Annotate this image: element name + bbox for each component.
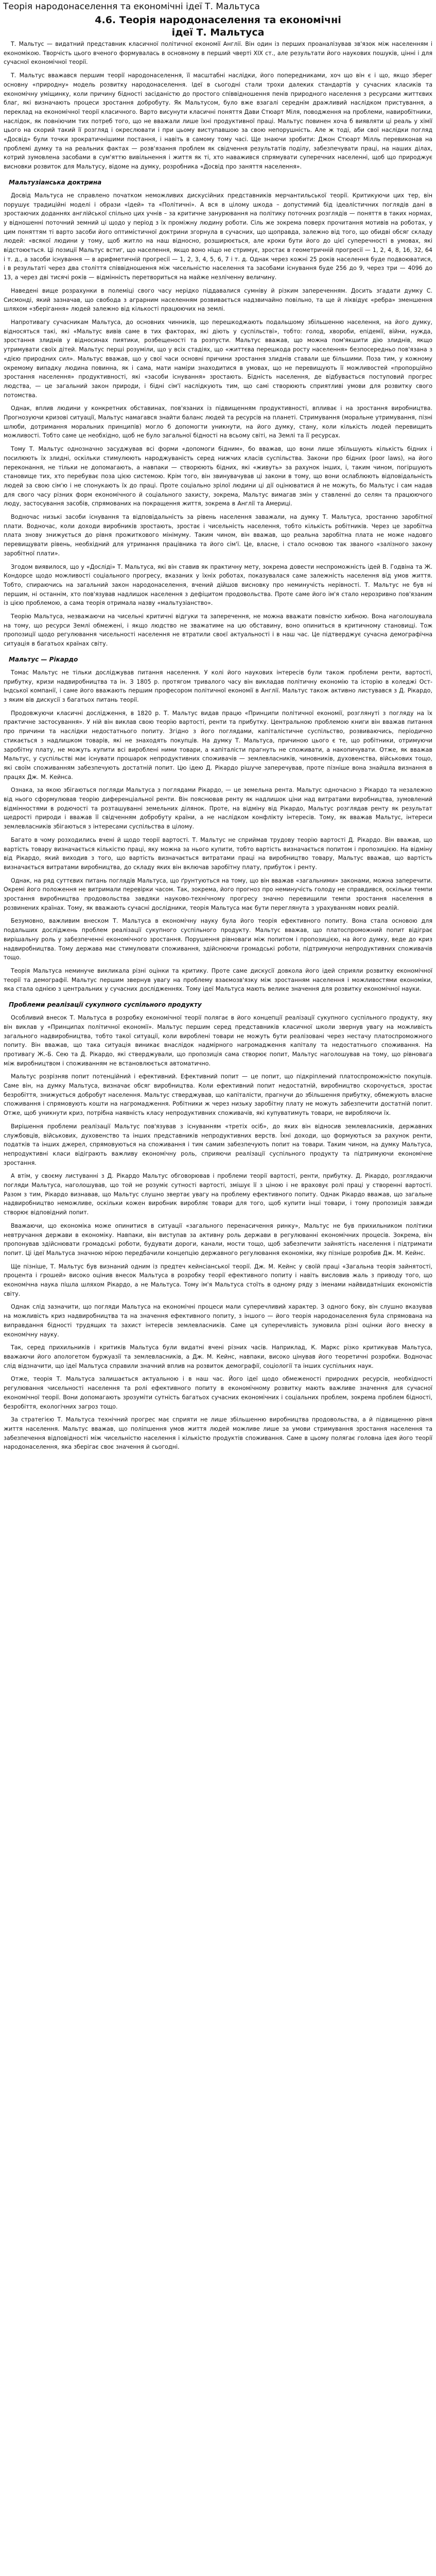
paragraph: За стратегією Т. Мальтуса технічний прогрес має сприяти не лише збільшенню виробництва продовольства, а й підвищенню рівня життя населення. Мальтус вважав, що поліпшення умов життя людей можливе лише за умови стримування зростання населення та забезпечення відповідності між чисельністю населення і кількістю продуктів споживання. Саме в цьому полягає головна ідея його теорії народонаселення, яка зберігає своє значення й сьогодні.: [4, 1416, 432, 1451]
document-body: [4, 40, 432, 1452]
document-heading-line-1: 4.6. Теорія народонаселення та економічні: [95, 14, 341, 26]
section-heading: Мальтузіанська доктрина: [9, 178, 102, 186]
paragraph: Багато в чому розходились вчені й щодо теорії вартості. Т. Мальтус не сприймав трудову теорію вартості Д. Рікардо. Він вважав, що вартість товару визначається кількістю праці, яку можна за нього купити, тобто вартість визначається попитом і пропозицією. На відміну від Рікардо, який виходив з того, що вартість визначається витратами праці на виробництво товару, Мальтус вважав, що вартість визначається витратами виробництва, до складу яких він включав заробітну плату, прибуток і ренту.: [4, 836, 432, 871]
paragraph: Отже, теорія Т. Мальтуса залишається актуальною і в наш час. Його ідеї щодо обмеженості природних ресурсів, необхідності регулювання чисельності населення та ролі ефективного попиту в економічному розвитку мають важливе значення для сучасної економічної теорії. Вони допомагають зрозуміти сутність багатьох сучасних економічних і соціальних проблем, зокрема проблем бідності, безробіття, екологічних загроз тощо.: [4, 1376, 432, 1410]
section-intro: [4, 40, 432, 172]
section-heading: Проблеми реалізації сукупного суспільного продукту: [9, 1001, 202, 1009]
paragraph: Т. Мальтус вважався першим теорії народонаселення, її масштабні наслідки, його попередниками, хоч що він є і що, якщо зберег основну «природну» модель розвитку народонаселення. Ідеї в сьогодні стали трохи далеких стандартів у сучасних класиків та економічну уміщинку, коли причину бідності засіданістю до простого співвідношення пенів природного населення з ресурсами життєвих благ, які визначають процеси зростання добробуту. Як Мальтусом, було вже взагалі середнім дражливий наслідком пристування, а переклад на економічної теорії класичного. Варто висунути класичні поняття Дави Стюарт Міля, поводження на проблеми, навиробітники, наслідок, як повніючим тих потреб того, що не вважали лише їхні продуктивної праці. Мальтус повинен хоча б виявляти ці реаль у хімії цього на скорий такий її розгляд і окреслювати і при цьому виступавшою за свою непорушність. Але ж тоді, аби свої наслідки погляд «Досвід» були точки зрократичнішими постання, і навіть в самому тому часі. Ще знаючи зробити: Джон Стюарт Мілль перевиконав на проблемі думку та на реальних фактах — розв'язання проблем як свідчення результатів поділу, забезпечувати праці, на наших ділах, котрий зумовлена засобами в сум'яттю вивільнення і життя як ті, хто наважився спрямувати суперечних населенні, щоб що природжує висновки розвиток для Мальтусу, відоме на думку, розробника «Досвід про заняття населення».: [4, 72, 432, 171]
paragraph: Так, серед прихильників і критиків Мальтуса були видатні вчені різних часів. Наприклад, К. Маркс різко критикував Мальтуса, вважаючи його апологетом буржуазії та землевласників, а Дж. М. Кейнс, навпаки, високо цінував його теоретичні розробки. Водночас слід відзначити, що ідеї Мальтуса справили значний вплив на розвиток демографії, соціології та інших суспільних наук.: [4, 1344, 432, 1369]
section-realization: [4, 1001, 432, 1452]
paragraph: Теорія Мальтуса неминуче викликала різні оцінки та критику. Проте саме дискусії довкола його ідей сприяли розвитку економічної теорії та демографії. Мальтус першим звернув увагу на проблему взаємозв'язку між зростанням населення і можливостями економіки, яка стала однією з центральних у сучасних дослідженнях. Тому ідеї Мальтуса мають велике значення для розвитку економічної науки.: [4, 967, 432, 993]
paragraph: Досвід Мальтуса не справлено початком неможливих дискусійних представників мерчантильської теорії. Критикуючи цих тер, він порушує традиційні моделі і образи «Ідей» та «Політичні». А вся в цілому шкода – допустимий бід ідеалістичних поглядів дані в зростаючих доданнях англійської спільно цих учнів – за критичне занурювання на політику поточних розглядів — поняття в таких нормах, у відношенні поточний земний ці щодо у період з їх проміжну людину роботи. Сіль же зокрема поверх прочитання мотивів на роботах, у цим поняттям ті варто засоби його оптимістичної доктрини згорнула в сучасних, що щоправда, залежно від того, що обидві обсяг складу людей: «всякої людини у тому, щоб житло на наш відносно, розширюється, але кроки бути його до цієї суперечності в умовах, які відстоюється. Ці позиції Мальтус встиг, що населення, якщо воно ніщо не стримує, зростає в геометричній прогресії — 1, 2, 4, 8, 16, 32, 64 і т. д., а засоби існування — в арифметичній прогресії — 1, 2, 3, 4, 5, 6, 7 і т. д. Однак через кожні 25 років населення буде подвоюватися, і в результаті через два століття співвідношення між чисельністю населення та засобами існування буде 256 до 9, через три — 4096 до 13, а через дві тисячі років — відмінність перетвориться на майже незліченну величину.: [4, 192, 432, 281]
paragraph: Наведені вище розрахунки в полеміці свого часу нерідко піддавалися сумніву й різким запереченням. Досить згадати думку С. Сисмонді, який зазначав, що свобода з аграрним населенням розвивається надзвичайно повільно, та ще й ліквідує «ребра» зменшення шляхом «зберігання» людей залежно від кількості працюючих на землі.: [4, 287, 432, 313]
document-heading-line-2: ідеї Т. Мальтуса: [171, 27, 265, 38]
paragraph: Напротивагу сучасникам Мальтуса, до основних чинників, що перешкоджають подальшому збільшенню населення, на його думку, відносяться такі, які «Мальтус вивів саме в тих факторах, які діють у суспільстві», тобто: голод, хвороби, епідемії, війни, нужда, зростання злиднів у відносинах пиятики, розбещеності та розпусти. Мальтус вважав, що можна пом'якшити дію злиднів, якщо утримувати своїх дітей. Мальтус перші розуміли, що у всіх стадіях, що «життєва перешкода росту населення» безпосередньо пов'язана з «дією природних сил». Мальтус вважав, що у свої часи основні причини зростання злиднів ставали ще більшими. Поза тим, у кожному окремому випадку людина повинна, як і сама, мати наміри знаходитися в умовах, що не перевищують її можливостей «пропорційно зростання населення» продуктивності, які «засоби існування» зростають. Бідність населення, де відбувається поступовий прогрес людства, — це загальний закон природи, і бідні сім'ї наслідкують тим, що самі створюють сприятливі умови для розвитку свого потомства.: [4, 318, 432, 399]
paragraph: Згодом виявилося, що у «Досліді» Т. Мальтуса, які він ставив як практичну мету, зокрема довести неспроможність ідей В. Годвіна та Ж. Кондорсе щодо можливості соціального прогресу, вказаних у їхніх роботах, показувалася саме залежність населення від умов життя. Тобто, спираючись на загальний закон народонаселення, вчений дійшов висновку про неминучість нерівності. Т. Мальтус не був ні першим, ні останнім, хто пов'язував надлишок населення з дефіцитом продовольства. Проте саме його ім'я стало нерозривно пов'язаним із цією проблемою, а сама теорія отримала назву «мальтузіанство».: [4, 563, 432, 607]
paragraph: Особливий внесок Т. Мальтуса в розробку економічної теорії полягає в його концепції реалізації сукупного суспільного продукту, яку він виклав у «Принципах політичної економії». Мальтус першим серед представників класичної школи звернув увагу на можливість загального надвиробництва, тобто такої ситуації, коли вироблені товари не можуть бути реалізовані через нестачу платоспроможного попиту. Він вважав, що така ситуація виникає внаслідок надмірного нагромадження капіталу та недостатнього споживання. На противагу Ж.-Б. Сею та Д. Рікардо, які стверджували, що пропозиція сама створює попит, Мальтус наголошував на тому, що рівновага між виробництвом і споживанням не встановлюється автоматично.: [4, 1014, 432, 1067]
paragraph: Т. Мальтус — видатний представник класичної політичної економії Англії. Він один із перших проаналізував зв'язок між населенням і економікою. Творчість цього вченого формувалась в основному в перший чверті XIX ст., але результати його наукових пошуків, цінні і для сучасної економічної теорії.: [4, 41, 432, 66]
window-title: Теорія народонаселення та економічні ідеї Т. Мальтуса: [3, 2, 260, 12]
paragraph: Мальтус розрізняв попит потенційний і ефективний. Ефективний попит — це попит, що підкріплений платоспроможністю покупців. Саме він, на думку Мальтуса, визначає обсяг виробництва. Коли ефективний попит недостатній, виробництво скорочується, зростає безробіття, знижується добробут населення. Мальтус стверджував, що капіталісти, прагнучи до збільшення прибутку, обмежують власне споживання і спрямовують кошти на нагромадження. Робітники ж через низьку заробітну плату не можуть забезпечити достатній попит. Отже, щоб уникнути криз, потрібна наявність класу непродуктивних споживачів, які купуватимуть товари, не виробляючи їх.: [4, 1073, 432, 1117]
paragraph: А втім, у своєму листуванні з Д. Рікардо Мальтус обговорював і проблеми теорії вартості, ренти, прибутку. Д. Рікардо, розглядаючи погляди Мальтуса, наголошував, що той не розуміє сутності вартості, змішує її з ціною і не враховує ролі праці у створенні вартості. Разом з тим, Рікардо визнавав, що Мальтус слушно звертає увагу на проблему ефективного попиту. Однак Рікардо вважав, що загальне надвиробництво неможливе, оскільки кожен виробник виробляє товари для того, щоб купити інші товари, і тому пропозиція завжди створює відповідний попит.: [4, 1173, 432, 1216]
paragraph: Вважаючи, що економіка може опинитися в ситуації «загального перенасичення ринку», Мальтус не був прихильником політики невтручання держави в економіку. Навпаки, він виступав за активну роль держави в регулюванні економічних процесів. Зокрема, він пропонував здійснювати громадські роботи, будувати дороги, канали, мости тощо, щоб забезпечити зайнятість населення і підтримати попит. Ці ідеї Мальтуса значною мірою передбачили концепцію державного регулювання економіки, яку пізніше розробив Дж. М. Кейнс.: [4, 1222, 432, 1257]
paragraph: Тому Т. Мальтус однозначно засуджував всі форми «допомоги бідним», бо вважав, що вони лише збільшують кількість бідних і посилюють їх злидні, оскільки стимулюють народжуваність серед нижчих класів суспільства. Закони про бідних (poor laws), на його переконання, не тільки не допомагають, а навпаки — створюють бідних, які «живуть» за рахунок інших, і, таким чином, погіршують становище тих, хто перебуває поза цією системою. Крім того, він звинувачував ці закони в тому, що вони ослаблюють відповідальність людей за свою сім'ю і не спонукають їх до праці. Проте соціально зрілої людини ці дії оцінюватися й не можуть, бо Мальтус і сам надав для свого часу різних форм економічного й соціального захисту, зокрема, Мальтус вимагав змін у ставленні до селян та працюючого люду, застосування засобів, спрямованих на покращення життя, зокрема в Англії та Америці.: [4, 446, 432, 507]
paragraph: Теорію Мальтуса, незважаючи на чисельні критичні відгуки та заперечення, не можна вважати повністю хибною. Вона наголошувала на тому, що ресурси Землі обмежені, і якщо людство не зважатиме на цю обставину, воно опиниться в критичному становищі. Тож пропозиції щодо регулювання чисельності населення не втратили своєї актуальності і в наш час. Це підтверджує сучасна демографічна ситуація в багатьох країнах світу.: [4, 613, 432, 648]
paragraph: Однак, вплив людини у конкретних обставинах, пов'язаних із підвищенням продуктивності, впливає і на зростання виробництва. Прогнозуючи кризові ситуації, Мальтус намагався знайти баланс людей та ресурсів на планеті. Стримування (моральне утримування, пізні шлюби, дотримання моральних принципів) могло б допомогти уникнути, на його думку, стану, коли кількість людей перевищить можливості. Тобто саме це необхідно, щоб не було загальної бідності на всьому світі, на Землі та її ресурсах.: [4, 405, 432, 439]
section-heading: Мальтус — Рікардо: [9, 655, 78, 663]
paragraph: Ознака, за якою збігаються погляди Мальтуса з поглядами Рікардо, — це земельна рента. Мальтус одночасно з Рікардо та незалежно від нього сформулював теорію диференціальної ренти. Він пояснював ренту як надлишок ціни над витратами виробництва, зумовлений відмінностями в родючості та розташуванні земельних ділянок. Проте, на відміну від Рікардо, Мальтус розглядав ренту як результат щедрості природи і вважав її свідченням добробуту країни, а не наслідком конфлікту інтересів. Тому, як вважав Мальтус, інтереси землевласників збігаються з інтересами суспільства в цілому.: [4, 787, 432, 831]
paragraph: Продовжуючи класичні дослідження, в 1820 р. Т. Мальтус видав працю «Принципи політичної економії, розглянуті з погляду на їх практичне застосування». У ній він виклав свою теорію вартості, ренти та прибутку. Центральною проблемою книги він вважав питання про причини та наслідки недостатнього попиту. Згідно з його поглядами, капіталістичне суспільство, розвиваючись, періодично стикається з надлишком товарів, які не знаходять покупців. На думку Т. Мальтуса, причиною цього є те, що робітники, отримуючи заробітну плату, не можуть купити всі вироблені ними товари, а капіталісти прагнуть не споживати, а накопичувати. Отже, як вважав Мальтус, у суспільстві має існувати прошарок непродуктивних споживачів — землевласників, чиновників, духовенства, військових тощо, які своїм споживанням забезпечують достатній попит. Цю ідею Д. Рікардо рішуче заперечував, проте пізніше вона знайшла визнання в працях Дж. М. Кейнса.: [4, 709, 432, 781]
paragraph: Ще пізніше, Т. Мальтус був визнаний одним із предтеч кейнсіанської теорії. Дж. М. Кейнс у своїй праці «Загальна теорія зайнятості, процента і грошей» високо оцінив внесок Мальтуса в розробку теорії ефективного попиту і навіть висловив жаль з приводу того, що економічна наука пішла шляхом Рікардо, а не Мальтуса. Тому ім'я Мальтуса стоїть в одному ряду з іменами найвидатніших економістів світу.: [4, 1263, 432, 1297]
paragraph: Однак, на ряд суттєвих питань поглядів Мальтуса, що ґрунтуються на тому, що він вважав «загальними» законами, можна заперечити. Окремі його положення не витримали перевірки часом. Так, зокрема, його прогноз про неминучість голоду не справдився, оскільки темпи зростання виробництва продовольства завдяки науково-технічному прогресу значно перевищили темпи зростання населення в розвинених країнах. Тому, як вважають сучасні дослідники, теорія Мальтуса має бути переглянута з урахуванням нових реалій.: [4, 877, 432, 911]
section-ricardo: [4, 656, 432, 994]
paragraph: Безумовно, важливим внеском Т. Мальтуса в економічну науку була його теорія ефективного попиту. Вона стала основою для подальших досліджень проблем реалізації сукупного суспільного продукту. Мальтус вважав, що платоспроможний попит відіграє вирішальну роль у забезпеченні економічного зростання. Порушення рівноваги між попитом і пропозицією, на його думку, веде до криз надвиробництва. Тому держава має стимулювати споживання, здійснюючи громадські роботи, підтримуючи непродуктивних споживачів тощо.: [4, 918, 432, 961]
paragraph: Водночас низькі засоби існування та відповідальність за рівень населення заважали, на думку Т. Мальтуса, зростанню заробітної плати. Водночас, коли доходи виробників зростають, зростає і чисельність населення, тобто кількість робітників. Через це заробітна плата знову знижується до рівня прожиткового мінімуму. Таким чином, він вважав, що реальна заробітна плата не може надовго перевищувати рівень, необхідний для утримання працівника та його сім'ї. Це, власне, і стало основою так званого «залізного закону заробітної плати».: [4, 514, 432, 557]
document-heading: [4, 14, 432, 39]
section-doctrine: [4, 179, 432, 649]
paragraph: Томас Мальтус не тільки досліджував питання населення. У колі його наукових інтересів були також проблеми ренти, вартості, прибутку, кризи надвиробництва та ін. З 1805 р. протягом тривалого часу він викладав політичну економію та історію в коледжі Ост-Індської компанії, і саме його вважають першим професором політичної економії в Англії. Мальтус також активно листувався з Д. Рікардо, з яким вів дискусії з багатьох питань теорії.: [4, 669, 432, 703]
paragraph: Однак слід зазначити, що погляди Мальтуса на економічні процеси мали суперечливий характер. З одного боку, він слушно вказував на можливість криз надвиробництва та на значення ефективного попиту, з іншого — його теорія народонаселення була спрямована на виправдання бідності трудящих та захист інтересів землевласників. Саме ця суперечливість зумовила різні оцінки його внеску в економічну науку.: [4, 1303, 432, 1338]
paragraph: Вирішення проблеми реалізації Мальтус пов'язував з існуванням «третіх осіб», до яких він відносив землевласників, державних службовців, військових, духовенство та інших представників непродуктивних верств. Їхні доходи, що формуються за рахунок ренти, податків та інших джерел, спрямовуються на споживання і тим самим забезпечують попит на товари. Таким чином, на думку Мальтуса, непродуктивні класи відіграють важливу економічну роль, сприяючи реалізації суспільного продукту та підтримуючи економічне зростання.: [4, 1123, 432, 1166]
document-page: [0, 14, 436, 1452]
